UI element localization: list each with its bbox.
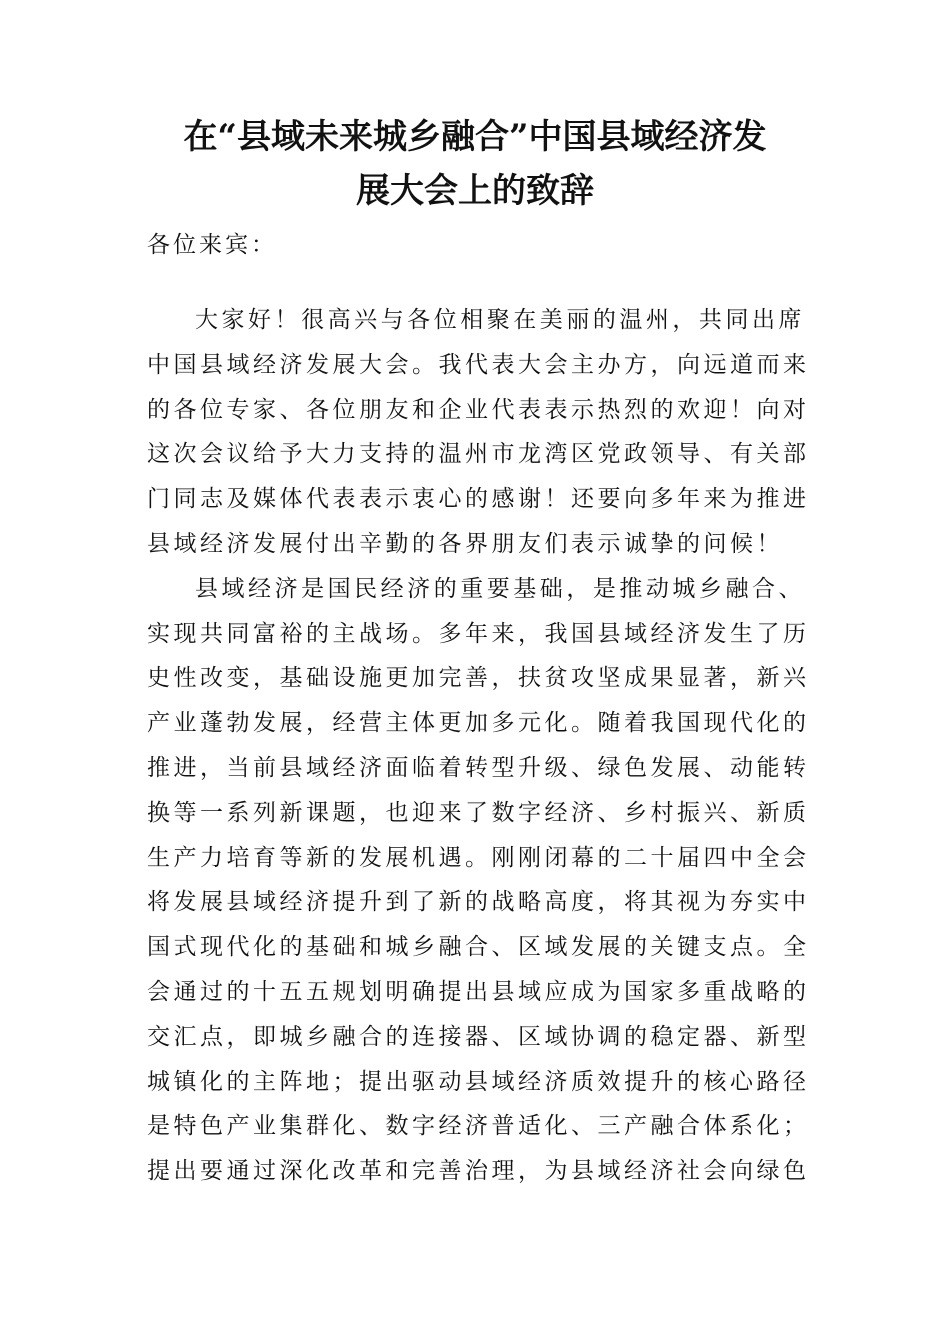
text-line: 换等一系列新课题，也迎来了数字经济、乡村振兴、新质 bbox=[147, 799, 810, 826]
text-line: 将发展县域经济提升到了新的战略高度，将其视为夯实中 bbox=[147, 889, 810, 916]
text-line: 中国县域经济发展大会。我代表大会主办方，向远道而来 bbox=[147, 351, 810, 378]
text-line: 产业蓬勃发展，经营主体更加多元化。随着我国现代化的 bbox=[147, 710, 810, 737]
title-line-1: 在“县域未来城乡融合”中国县域经济发 bbox=[183, 117, 767, 157]
text-line: 这次会议给予大力支持的温州市龙湾区党政领导、有关部 bbox=[147, 441, 810, 468]
text-line: 国式现代化的基础和城乡融合、区域发展的关键支点。全 bbox=[147, 934, 810, 961]
text-line: 史性改变，基础设施更加完善，扶贫攻坚成果显著，新兴 bbox=[147, 665, 810, 692]
text-line: 会通过的十五五规划明确提出县域应成为国家多重战略的 bbox=[147, 978, 810, 1005]
speech-body bbox=[147, 298, 810, 1194]
text-line: 大家好！很高兴与各位相聚在美丽的温州，共同出席 bbox=[195, 307, 805, 333]
text-line: 推进，当前县域经济面临着转型升级、绿色发展、动能转 bbox=[147, 754, 810, 781]
title-line-2: 展大会上的致辞 bbox=[356, 171, 594, 211]
text-line: 门同志及媒体代表表示衷心的感谢！还要向多年来为推进 bbox=[147, 486, 810, 513]
salutation: 各位来宾： bbox=[147, 232, 277, 258]
text-line: 城镇化的主阵地；提出驱动县域经济质效提升的核心路径 bbox=[147, 1068, 810, 1095]
text-line: 的各位专家、各位朋友和企业代表表示热烈的欢迎！向对 bbox=[147, 396, 810, 423]
text-line: 提出要通过深化改革和完善治理，为县域经济社会向绿色 bbox=[147, 1158, 810, 1185]
text-line: 县域经济是国民经济的重要基础，是推动城乡融合、 bbox=[195, 575, 805, 602]
text-line: 交汇点，即城乡融合的连接器、区域协调的稳定器、新型 bbox=[147, 1023, 810, 1050]
document-title bbox=[140, 110, 810, 218]
text-line: 是特色产业集群化、数字经济普适化、三产融合体系化； bbox=[147, 1113, 810, 1140]
text-line: 生产力培育等新的发展机遇。刚刚闭幕的二十届四中全会 bbox=[147, 844, 810, 871]
text-line: 实现共同富裕的主战场。多年来，我国县域经济发生了历 bbox=[147, 620, 810, 647]
text-line: 县域经济发展付出辛勤的各界朋友们表示诚挚的问候！ bbox=[147, 530, 783, 557]
